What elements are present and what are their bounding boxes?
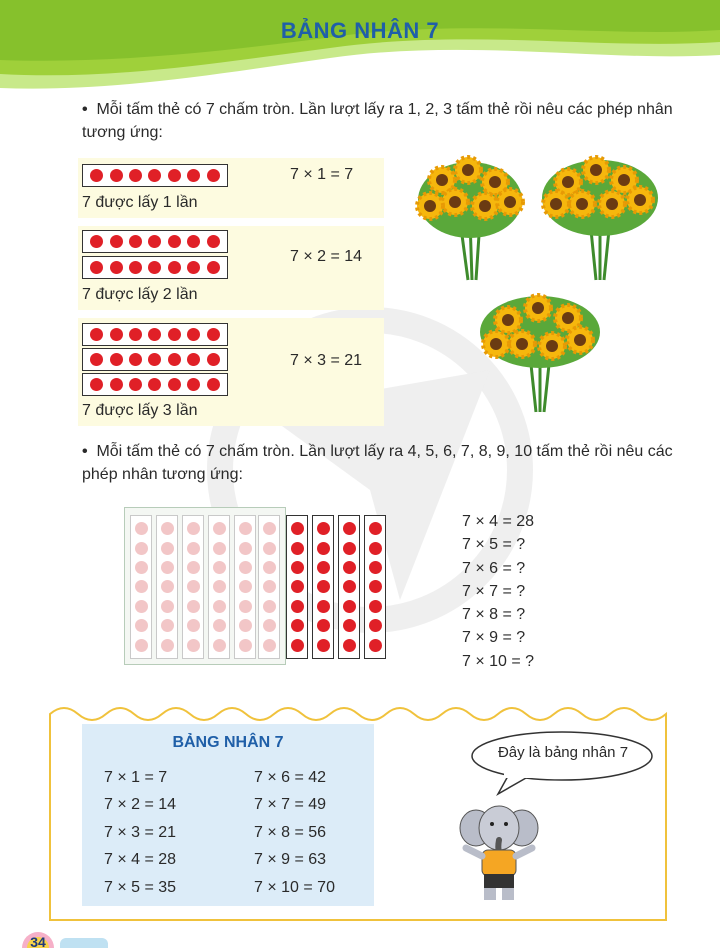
dot	[187, 542, 200, 555]
dot	[135, 600, 148, 613]
dot	[148, 353, 161, 366]
dot	[317, 522, 330, 535]
dot	[135, 522, 148, 535]
dot	[369, 522, 382, 535]
bullet-icon: •	[82, 443, 88, 460]
dot-card	[82, 256, 228, 279]
panel-1-equation: 7 × 1 = 7	[290, 166, 354, 183]
table-entry: 7 × 7 = 49	[254, 796, 327, 814]
table-entry: 7 × 1 = 7	[104, 769, 168, 786]
dot	[129, 261, 142, 274]
dot	[263, 600, 276, 613]
dot	[90, 378, 103, 391]
dot	[291, 522, 304, 535]
speech-bubble-text: Đây là bảng nhân 7	[497, 744, 629, 761]
dot	[187, 619, 200, 632]
dot	[291, 542, 304, 555]
equation-item: 7 × 5 = ?	[462, 536, 526, 554]
faded-card	[182, 515, 204, 659]
dot	[129, 378, 142, 391]
red-card	[286, 515, 308, 659]
dot	[187, 580, 200, 593]
multiplication-table-title: BẢNG NHÂN 7	[172, 734, 284, 751]
dot	[317, 600, 330, 613]
dot	[187, 235, 200, 248]
dot	[161, 542, 174, 555]
dot	[369, 561, 382, 574]
dot	[317, 580, 330, 593]
dot	[187, 522, 200, 535]
dot-card	[82, 230, 228, 253]
dot	[239, 600, 252, 613]
dot	[148, 378, 161, 391]
red-card	[364, 515, 386, 659]
speech-bubble	[468, 728, 658, 798]
dot	[369, 580, 382, 593]
dot	[168, 353, 181, 366]
table-entry: 7 × 6 = 42	[254, 769, 327, 786]
dot	[213, 600, 226, 613]
section1-intro-text: Mỗi tấm thẻ có 7 chấm tròn. Lần lượt lấy ra 1, 2, 3 tấm thẻ rồi nêu các phép nhân tương ứng:	[82, 101, 673, 141]
equation-item: 7 × 6 = ?	[462, 559, 526, 577]
dot	[213, 522, 226, 535]
dot	[187, 169, 200, 182]
dot	[317, 639, 330, 652]
dot	[161, 580, 174, 593]
dot	[343, 542, 356, 555]
dot	[135, 639, 148, 652]
dot	[317, 542, 330, 555]
panel-1-card	[78, 158, 384, 218]
dot	[263, 561, 276, 574]
dot	[168, 169, 181, 182]
dot	[317, 619, 330, 632]
dot	[291, 619, 304, 632]
dot	[343, 561, 356, 574]
dot	[291, 600, 304, 613]
dot	[239, 639, 252, 652]
dot	[343, 600, 356, 613]
dot	[213, 580, 226, 593]
dot	[239, 619, 252, 632]
dot	[369, 542, 382, 555]
dot	[263, 619, 276, 632]
dot	[129, 353, 142, 366]
dot-card	[82, 164, 228, 187]
dot	[263, 542, 276, 555]
dot	[90, 169, 103, 182]
dot-card-grid	[124, 507, 388, 667]
table-entry: 7 × 2 = 14	[104, 796, 177, 814]
dot	[291, 580, 304, 593]
dot	[187, 600, 200, 613]
dot	[161, 639, 174, 652]
faded-card	[258, 515, 280, 659]
dot	[168, 261, 181, 274]
dot	[168, 235, 181, 248]
section1-intro	[82, 98, 682, 144]
dot	[207, 328, 220, 341]
dot	[187, 353, 200, 366]
table-right-column	[254, 764, 335, 901]
dot	[207, 261, 220, 274]
bouquet-1	[417, 157, 523, 280]
dot	[90, 328, 103, 341]
dot	[110, 378, 123, 391]
dot	[343, 619, 356, 632]
bouquet-2	[542, 157, 658, 280]
table-left-column	[104, 764, 176, 901]
dot	[291, 639, 304, 652]
dot	[207, 378, 220, 391]
page-title: BẢNG NHÂN 7	[280, 18, 440, 43]
dot	[263, 522, 276, 535]
equation-item: 7 × 9 = ?	[462, 629, 526, 647]
dot	[291, 561, 304, 574]
dot	[239, 561, 252, 574]
dot	[90, 235, 103, 248]
dot	[168, 328, 181, 341]
equation-item: 7 × 10 = ?	[462, 652, 535, 670]
dot	[90, 353, 103, 366]
dot	[161, 561, 174, 574]
sunflower-bouquets-illustration	[400, 140, 690, 420]
table-entry: 7 × 4 = 28	[104, 851, 177, 869]
bullet-icon: •	[82, 101, 88, 118]
bottom-decoration	[60, 938, 108, 948]
dot	[110, 169, 123, 182]
table-entry: 7 × 9 = 63	[254, 851, 327, 869]
dot-card	[82, 323, 228, 346]
panel-3-card	[78, 318, 384, 426]
dot	[90, 261, 103, 274]
faded-card	[208, 515, 230, 659]
dot	[187, 328, 200, 341]
dot	[161, 522, 174, 535]
dot	[110, 235, 123, 248]
dot	[239, 580, 252, 593]
dot	[263, 639, 276, 652]
panel-2-equation: 7 × 2 = 14	[290, 248, 363, 265]
dot	[213, 561, 226, 574]
dot	[135, 580, 148, 593]
table-entry: 7 × 5 = 35	[104, 878, 177, 896]
equation-item: 7 × 4 = 28	[462, 513, 535, 530]
dot	[110, 261, 123, 274]
dot	[213, 542, 226, 555]
faded-card	[130, 515, 152, 659]
section2-intro-text: Mỗi tấm thẻ có 7 chấm tròn. Lần lượt lấy ra 4, 5, 6, 7, 8, 9, 10 tấm thẻ rồi nêu các phép nhân tương ứng:	[82, 443, 673, 483]
dot	[110, 353, 123, 366]
dot	[161, 619, 174, 632]
dot	[129, 169, 142, 182]
section2-intro	[82, 440, 682, 486]
table-entry: 7 × 3 = 21	[104, 823, 177, 841]
dot-card	[82, 348, 228, 371]
panel-1-label: 7 được lấy 1 lần	[82, 194, 198, 211]
dot	[135, 561, 148, 574]
dot-card	[82, 373, 228, 396]
bouquet-3	[480, 295, 600, 412]
table-entry: 7 × 10 = 70	[254, 878, 335, 896]
dot	[207, 169, 220, 182]
header-wave-graphic	[0, 0, 720, 95]
dot	[148, 169, 161, 182]
elephant-character	[456, 798, 542, 902]
dot	[343, 522, 356, 535]
dot	[239, 522, 252, 535]
dot	[213, 639, 226, 652]
dot	[148, 261, 161, 274]
dot	[213, 619, 226, 632]
faded-card	[156, 515, 178, 659]
dot	[263, 580, 276, 593]
dot	[187, 261, 200, 274]
dot	[187, 378, 200, 391]
dot	[369, 600, 382, 613]
header-banner	[0, 0, 720, 95]
page-number: 34	[30, 934, 46, 948]
dot	[135, 542, 148, 555]
dot	[207, 235, 220, 248]
dot	[129, 328, 142, 341]
panel-3-label: 7 được lấy 3 lần	[82, 402, 198, 419]
dot	[343, 639, 356, 652]
panel-2-label: 7 được lấy 2 lần	[82, 286, 198, 303]
dot	[369, 639, 382, 652]
dot	[168, 378, 181, 391]
dot	[135, 619, 148, 632]
dot	[148, 328, 161, 341]
dot	[369, 619, 382, 632]
dot	[187, 639, 200, 652]
panel-2-card	[78, 226, 384, 310]
dot	[317, 561, 330, 574]
equation-item: 7 × 7 = ?	[462, 582, 526, 600]
equation-list	[462, 510, 534, 673]
dot	[239, 542, 252, 555]
dot	[187, 561, 200, 574]
red-card	[312, 515, 334, 659]
dot	[161, 600, 174, 613]
dot	[110, 328, 123, 341]
table-entry: 7 × 8 = 56	[254, 823, 327, 841]
red-card	[338, 515, 360, 659]
panel-3-equation: 7 × 3 = 21	[290, 352, 363, 369]
dot	[343, 580, 356, 593]
faded-card	[234, 515, 256, 659]
equation-item: 7 × 8 = ?	[462, 606, 526, 624]
dot	[148, 235, 161, 248]
dot	[129, 235, 142, 248]
dot	[207, 353, 220, 366]
